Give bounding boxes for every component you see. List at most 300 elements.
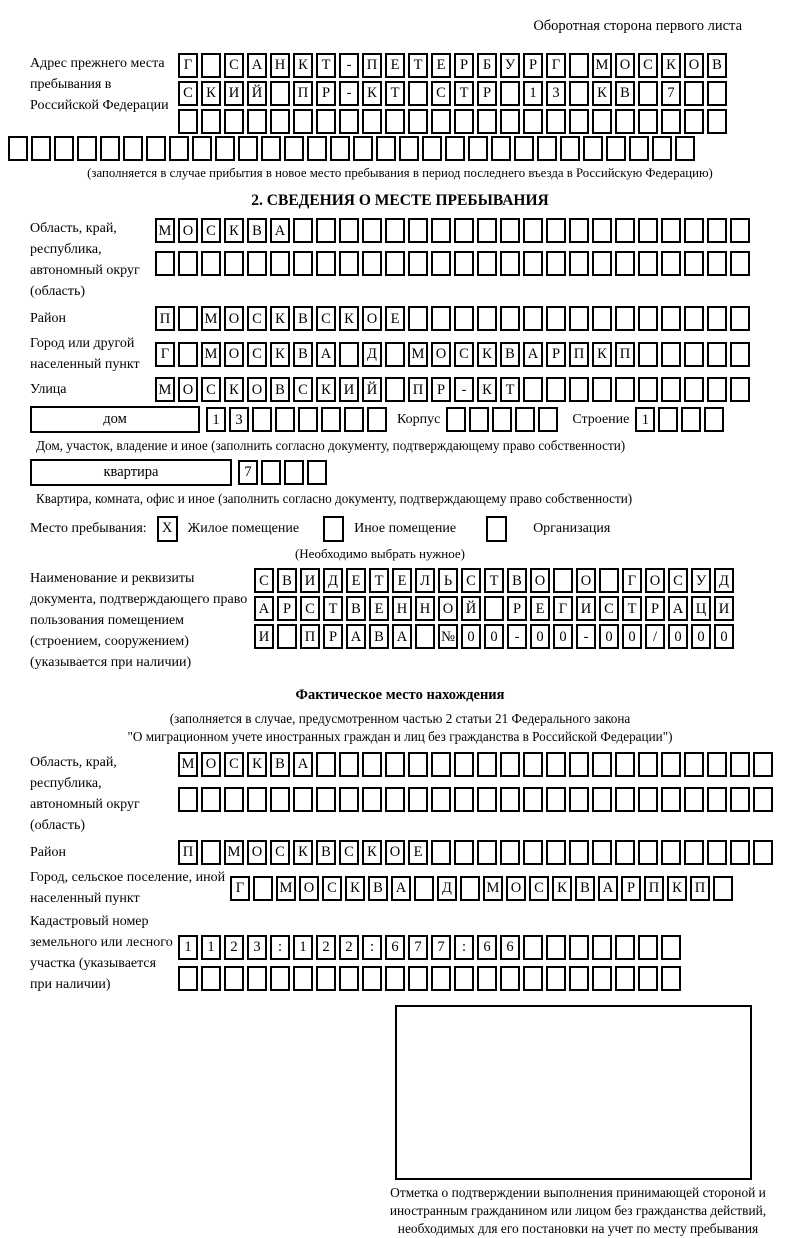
char-cell[interactable]: П [178,840,198,865]
char-cell[interactable] [146,136,166,161]
prev-address-row-3[interactable] [178,109,727,134]
char-cell[interactable]: О [178,377,198,402]
char-cell[interactable]: В [500,342,520,367]
char-cell[interactable] [592,752,612,777]
char-cell[interactable] [460,876,480,901]
char-cell[interactable] [284,136,304,161]
char-cell[interactable]: С [201,218,221,243]
char-cell[interactable] [293,109,313,134]
char-cell[interactable] [339,218,359,243]
char-cell[interactable]: - [339,53,359,78]
s2-rayon-row[interactable] [155,306,750,331]
char-cell[interactable] [684,218,704,243]
char-cell[interactable] [454,109,474,134]
char-cell[interactable] [446,407,466,432]
char-cell[interactable] [408,966,428,991]
char-cell[interactable] [339,787,359,812]
char-cell[interactable]: 6 [477,935,497,960]
char-cell[interactable]: 0 [484,624,504,649]
char-cell[interactable] [753,787,773,812]
char-cell[interactable] [284,460,304,485]
char-cell[interactable] [707,342,727,367]
char-cell[interactable] [408,787,428,812]
char-cell[interactable] [385,787,405,812]
char-cell[interactable] [431,840,451,865]
char-cell[interactable] [592,935,612,960]
char-cell[interactable]: М [155,218,175,243]
char-cell[interactable] [454,251,474,276]
char-cell[interactable]: Й [247,81,267,106]
doc-row-1[interactable] [254,568,734,593]
char-cell[interactable]: М [276,876,296,901]
checkbox-organizatsiya[interactable] [486,516,507,542]
char-cell[interactable] [385,377,405,402]
char-cell[interactable]: Й [362,377,382,402]
char-cell[interactable] [500,306,520,331]
char-cell[interactable] [321,407,341,432]
char-cell[interactable] [77,136,97,161]
char-cell[interactable] [192,136,212,161]
char-cell[interactable]: А [346,624,366,649]
char-cell[interactable] [546,787,566,812]
fact-rayon-row[interactable] [178,840,773,865]
char-cell[interactable] [330,136,350,161]
doc-row-2[interactable] [254,596,734,621]
checkbox-zhiloe[interactable]: X [157,516,178,542]
char-cell[interactable]: Т [408,53,428,78]
char-cell[interactable] [431,787,451,812]
char-cell[interactable] [492,407,512,432]
char-cell[interactable]: В [368,876,388,901]
korpus-row[interactable] [446,407,558,432]
char-cell[interactable] [707,218,727,243]
char-cell[interactable]: В [369,624,389,649]
s2-ulitsa-row[interactable] [155,377,750,402]
char-cell[interactable] [592,840,612,865]
char-cell[interactable] [629,136,649,161]
char-cell[interactable] [169,136,189,161]
char-cell[interactable]: О [506,876,526,901]
char-cell[interactable] [707,109,727,134]
char-cell[interactable]: Т [323,596,343,621]
char-cell[interactable]: С [293,377,313,402]
char-cell[interactable] [661,342,681,367]
char-cell[interactable] [638,251,658,276]
char-cell[interactable] [362,966,382,991]
char-cell[interactable] [261,136,281,161]
char-cell[interactable]: С [322,876,342,901]
char-cell[interactable] [201,966,221,991]
char-cell[interactable]: 3 [229,407,249,432]
doc-row-3[interactable] [254,624,734,649]
char-cell[interactable] [385,966,405,991]
char-cell[interactable]: М [408,342,428,367]
char-cell[interactable] [661,787,681,812]
char-cell[interactable] [638,840,658,865]
char-cell[interactable]: Е [369,596,389,621]
char-cell[interactable] [408,752,428,777]
fact-oblast-row-1[interactable] [178,752,773,777]
char-cell[interactable]: 1 [523,81,543,106]
char-cell[interactable] [753,752,773,777]
char-cell[interactable] [523,787,543,812]
char-cell[interactable] [362,218,382,243]
char-cell[interactable]: 2 [339,935,359,960]
char-cell[interactable]: : [362,935,382,960]
char-cell[interactable]: Р [323,624,343,649]
char-cell[interactable]: Т [454,81,474,106]
char-cell[interactable] [684,251,704,276]
char-cell[interactable] [344,407,364,432]
char-cell[interactable]: Г [178,53,198,78]
char-cell[interactable]: О [645,568,665,593]
char-cell[interactable]: Т [316,53,336,78]
char-cell[interactable] [523,251,543,276]
char-cell[interactable] [500,787,520,812]
char-cell[interactable]: В [575,876,595,901]
char-cell[interactable]: У [500,53,520,78]
char-cell[interactable] [569,935,589,960]
char-cell[interactable]: А [247,53,267,78]
char-cell[interactable] [684,306,704,331]
char-cell[interactable] [713,876,733,901]
char-cell[interactable] [362,251,382,276]
char-cell[interactable] [339,109,359,134]
char-cell[interactable] [100,136,120,161]
char-cell[interactable]: А [293,752,313,777]
char-cell[interactable] [661,306,681,331]
char-cell[interactable]: Т [369,568,389,593]
char-cell[interactable] [707,306,727,331]
char-cell[interactable] [247,966,267,991]
char-cell[interactable] [730,306,750,331]
char-cell[interactable] [8,136,28,161]
char-cell[interactable] [569,752,589,777]
char-cell[interactable]: К [224,377,244,402]
char-cell[interactable] [592,218,612,243]
char-cell[interactable]: А [254,596,274,621]
char-cell[interactable]: К [362,840,382,865]
char-cell[interactable] [477,840,497,865]
kvartira-number-row[interactable] [238,460,327,485]
char-cell[interactable] [500,966,520,991]
char-cell[interactable] [123,136,143,161]
char-cell[interactable] [339,251,359,276]
char-cell[interactable]: Е [431,53,451,78]
char-cell[interactable] [638,752,658,777]
char-cell[interactable]: Ц [691,596,711,621]
char-cell[interactable] [569,966,589,991]
char-cell[interactable] [431,109,451,134]
char-cell[interactable]: Г [230,876,250,901]
char-cell[interactable]: С [224,53,244,78]
char-cell[interactable]: А [598,876,618,901]
char-cell[interactable] [201,109,221,134]
char-cell[interactable] [431,251,451,276]
char-cell[interactable]: Б [477,53,497,78]
char-cell[interactable]: В [293,342,313,367]
s2-oblast-row-1[interactable] [155,218,750,243]
char-cell[interactable] [454,752,474,777]
char-cell[interactable] [385,218,405,243]
char-cell[interactable]: И [254,624,274,649]
char-cell[interactable] [247,109,267,134]
char-cell[interactable]: К [224,218,244,243]
char-cell[interactable] [385,752,405,777]
fact-oblast-row-2[interactable] [178,787,773,812]
char-cell[interactable] [546,306,566,331]
char-cell[interactable] [339,342,359,367]
char-cell[interactable] [247,787,267,812]
char-cell[interactable] [477,218,497,243]
char-cell[interactable] [615,787,635,812]
char-cell[interactable]: Р [523,53,543,78]
char-cell[interactable]: - [339,81,359,106]
char-cell[interactable] [253,876,273,901]
char-cell[interactable]: Р [477,81,497,106]
char-cell[interactable] [707,251,727,276]
char-cell[interactable] [638,81,658,106]
char-cell[interactable] [178,342,198,367]
char-cell[interactable]: П [293,81,313,106]
char-cell[interactable] [730,752,750,777]
char-cell[interactable]: К [362,81,382,106]
char-cell[interactable]: О [247,840,267,865]
char-cell[interactable] [537,136,557,161]
char-cell[interactable]: С [270,840,290,865]
char-cell[interactable] [592,787,612,812]
char-cell[interactable]: : [454,935,474,960]
char-cell[interactable] [638,935,658,960]
char-cell[interactable]: А [523,342,543,367]
char-cell[interactable]: К [477,342,497,367]
char-cell[interactable] [638,966,658,991]
char-cell[interactable] [638,218,658,243]
fact-kadastr-row-2[interactable] [178,966,681,991]
char-cell[interactable]: 0 [714,624,734,649]
char-cell[interactable]: 3 [546,81,566,106]
char-cell[interactable] [431,752,451,777]
char-cell[interactable] [500,81,520,106]
char-cell[interactable] [178,306,198,331]
prev-address-row-4[interactable] [8,136,770,161]
char-cell[interactable] [277,624,297,649]
char-cell[interactable] [523,752,543,777]
char-cell[interactable] [316,966,336,991]
char-cell[interactable] [270,251,290,276]
char-cell[interactable] [469,407,489,432]
char-cell[interactable] [730,840,750,865]
char-cell[interactable]: К [270,342,290,367]
char-cell[interactable]: С [461,568,481,593]
char-cell[interactable] [224,251,244,276]
prev-address-row-2[interactable] [178,81,727,106]
char-cell[interactable]: - [576,624,596,649]
char-cell[interactable] [615,935,635,960]
char-cell[interactable] [431,966,451,991]
char-cell[interactable] [569,787,589,812]
char-cell[interactable] [414,876,434,901]
char-cell[interactable]: / [645,624,665,649]
char-cell[interactable] [339,966,359,991]
char-cell[interactable]: К [477,377,497,402]
char-cell[interactable] [500,218,520,243]
char-cell[interactable]: В [707,53,727,78]
char-cell[interactable] [684,342,704,367]
char-cell[interactable] [408,306,428,331]
char-cell[interactable]: К [247,752,267,777]
char-cell[interactable]: - [507,624,527,649]
char-cell[interactable]: Г [546,53,566,78]
char-cell[interactable]: - [454,377,474,402]
char-cell[interactable]: К [592,342,612,367]
char-cell[interactable] [500,752,520,777]
char-cell[interactable]: К [270,306,290,331]
char-cell[interactable] [615,306,635,331]
char-cell[interactable]: М [201,342,221,367]
char-cell[interactable] [270,787,290,812]
char-cell[interactable] [638,306,658,331]
char-cell[interactable] [454,787,474,812]
char-cell[interactable]: С [454,342,474,367]
char-cell[interactable] [615,966,635,991]
char-cell[interactable] [615,840,635,865]
char-cell[interactable] [293,966,313,991]
char-cell[interactable]: Е [408,840,428,865]
char-cell[interactable]: Л [415,568,435,593]
char-cell[interactable] [569,306,589,331]
char-cell[interactable]: М [592,53,612,78]
char-cell[interactable]: К [316,377,336,402]
char-cell[interactable]: 6 [385,935,405,960]
char-cell[interactable] [515,407,535,432]
char-cell[interactable]: И [300,568,320,593]
char-cell[interactable]: 0 [691,624,711,649]
char-cell[interactable]: И [339,377,359,402]
char-cell[interactable] [546,109,566,134]
char-cell[interactable]: М [155,377,175,402]
char-cell[interactable]: В [615,81,635,106]
char-cell[interactable]: 2 [224,935,244,960]
char-cell[interactable] [477,109,497,134]
char-cell[interactable] [307,136,327,161]
char-cell[interactable]: С [247,306,267,331]
char-cell[interactable] [408,218,428,243]
char-cell[interactable] [615,377,635,402]
char-cell[interactable]: В [293,306,313,331]
char-cell[interactable]: П [362,53,382,78]
char-cell[interactable]: Н [270,53,290,78]
char-cell[interactable] [730,251,750,276]
char-cell[interactable] [753,840,773,865]
char-cell[interactable]: О [438,596,458,621]
char-cell[interactable] [523,377,543,402]
char-cell[interactable]: Р [431,377,451,402]
char-cell[interactable]: О [576,568,596,593]
char-cell[interactable] [408,109,428,134]
char-cell[interactable]: Е [392,568,412,593]
char-cell[interactable] [661,966,681,991]
char-cell[interactable] [661,840,681,865]
char-cell[interactable] [316,251,336,276]
char-cell[interactable]: М [483,876,503,901]
char-cell[interactable] [298,407,318,432]
char-cell[interactable]: 2 [316,935,336,960]
char-cell[interactable]: 7 [408,935,428,960]
char-cell[interactable]: И [714,596,734,621]
char-cell[interactable] [178,251,198,276]
char-cell[interactable] [316,109,336,134]
char-cell[interactable] [367,407,387,432]
char-cell[interactable]: О [615,53,635,78]
char-cell[interactable]: Т [385,81,405,106]
char-cell[interactable] [707,377,727,402]
char-cell[interactable] [538,407,558,432]
char-cell[interactable]: В [270,377,290,402]
char-cell[interactable]: С [431,81,451,106]
char-cell[interactable]: О [201,752,221,777]
char-cell[interactable] [454,218,474,243]
char-cell[interactable] [638,787,658,812]
char-cell[interactable]: : [270,935,290,960]
char-cell[interactable] [514,136,534,161]
char-cell[interactable] [316,752,336,777]
char-cell[interactable] [684,787,704,812]
char-cell[interactable]: С [247,342,267,367]
fact-kadastr-row-1[interactable] [178,935,681,960]
char-cell[interactable] [560,136,580,161]
char-cell[interactable] [523,109,543,134]
char-cell[interactable] [615,251,635,276]
char-cell[interactable]: О [224,342,244,367]
char-cell[interactable] [270,109,290,134]
char-cell[interactable] [523,306,543,331]
s2-oblast-row-2[interactable] [155,251,750,276]
char-cell[interactable]: М [178,752,198,777]
char-cell[interactable] [468,136,488,161]
char-cell[interactable]: А [270,218,290,243]
char-cell[interactable]: А [668,596,688,621]
char-cell[interactable] [339,752,359,777]
char-cell[interactable]: В [507,568,527,593]
char-cell[interactable] [362,109,382,134]
char-cell[interactable] [215,136,235,161]
stroenie-row[interactable] [635,407,724,432]
char-cell[interactable] [399,136,419,161]
char-cell[interactable] [353,136,373,161]
char-cell[interactable] [569,53,589,78]
char-cell[interactable] [500,251,520,276]
char-cell[interactable]: М [224,840,244,865]
char-cell[interactable]: О [530,568,550,593]
char-cell[interactable]: Р [546,342,566,367]
char-cell[interactable] [569,377,589,402]
char-cell[interactable]: Д [437,876,457,901]
char-cell[interactable]: О [431,342,451,367]
char-cell[interactable]: О [362,306,382,331]
char-cell[interactable] [583,136,603,161]
char-cell[interactable] [638,109,658,134]
char-cell[interactable] [730,342,750,367]
char-cell[interactable] [684,109,704,134]
char-cell[interactable] [523,935,543,960]
char-cell[interactable]: Р [277,596,297,621]
char-cell[interactable] [592,966,612,991]
char-cell[interactable] [431,306,451,331]
char-cell[interactable]: Р [507,596,527,621]
char-cell[interactable] [606,136,626,161]
checkbox-inoe[interactable] [323,516,344,542]
